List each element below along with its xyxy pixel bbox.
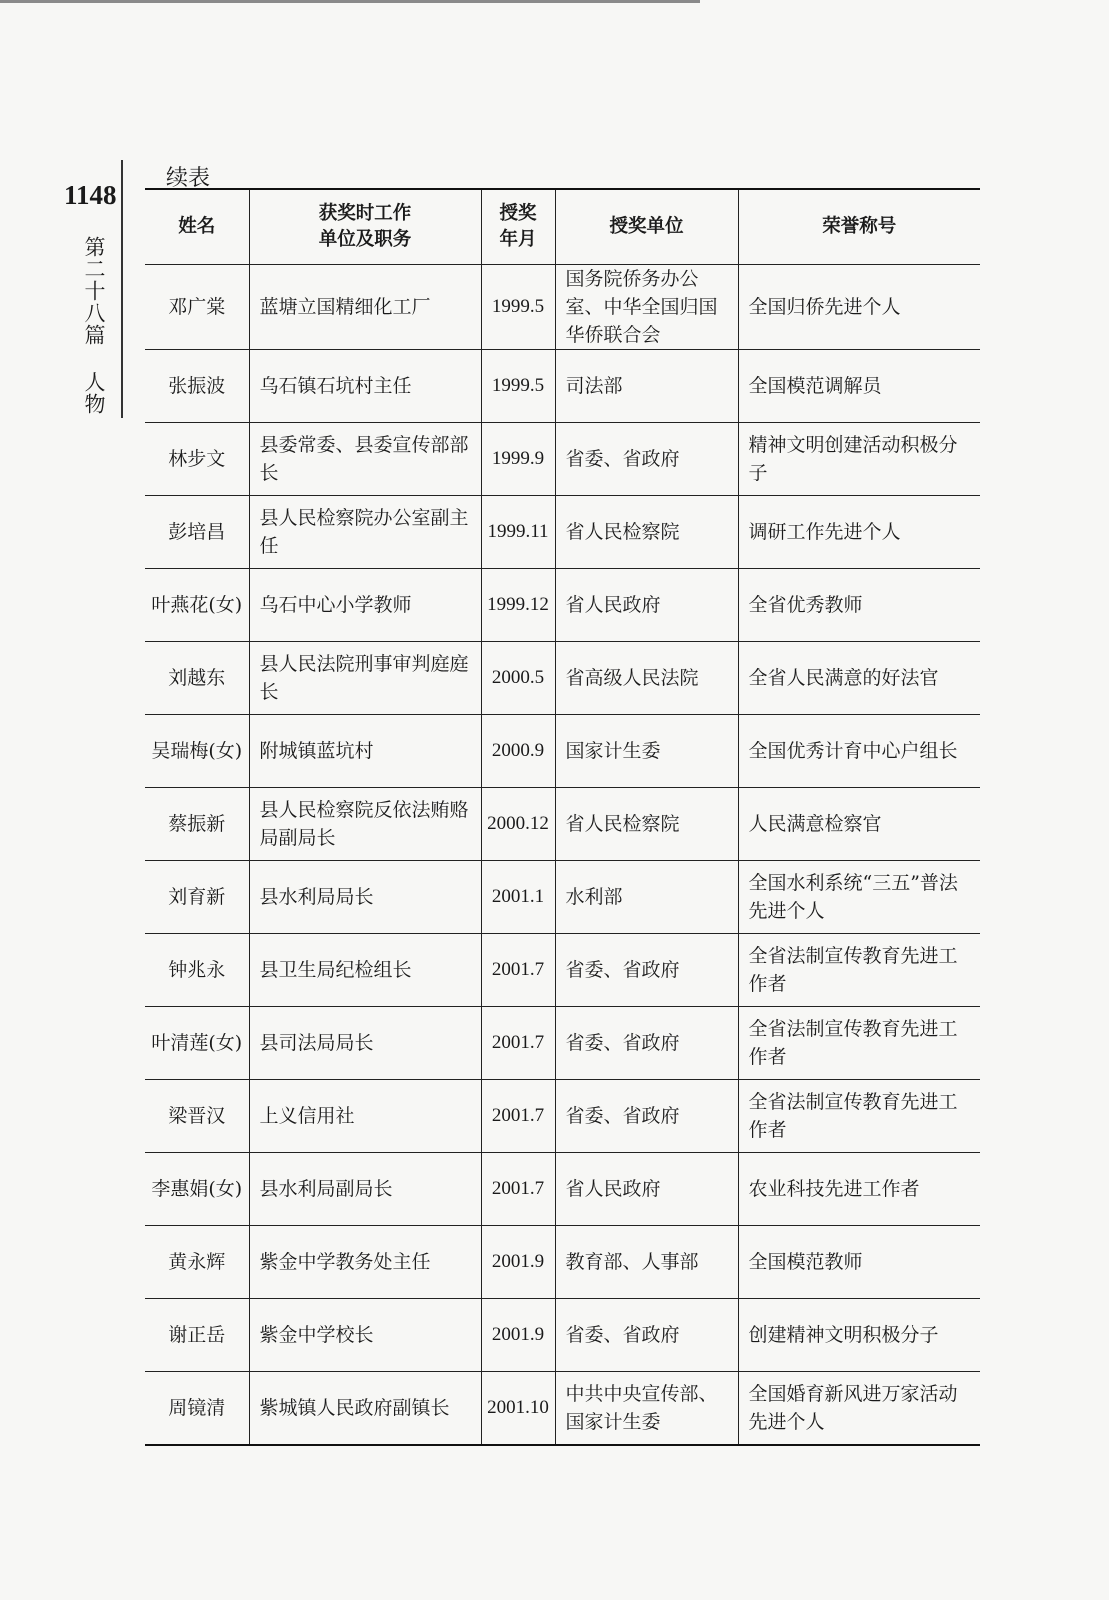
date-cell: 2001.7 <box>481 934 555 1007</box>
grantor-cell: 省委、省政府 <box>555 423 738 496</box>
grantor-cell: 省人民检察院 <box>555 496 738 569</box>
title-cell: 全国婚育新风进万家活动先进个人 <box>738 1372 980 1446</box>
grantor-cell: 省委、省政府 <box>555 1080 738 1153</box>
grantor-cell: 国务院侨务办公室、中华全国归国华侨联合会 <box>555 265 738 350</box>
date-cell: 1999.5 <box>481 265 555 350</box>
unit-cell: 紫城镇人民政府副镇长 <box>249 1372 481 1446</box>
table-row <box>145 1299 980 1372</box>
awards-table-container <box>145 188 980 1446</box>
title-cell: 人民满意检察官 <box>738 788 980 861</box>
date-cell: 2000.9 <box>481 715 555 788</box>
unit-cell: 乌石镇石坑村主任 <box>249 350 481 423</box>
unit-cell: 乌石中心小学教师 <box>249 569 481 642</box>
title-cell: 全国模范教师 <box>738 1226 980 1299</box>
date-cell: 2001.9 <box>481 1226 555 1299</box>
table-header-row <box>145 189 980 265</box>
table-row <box>145 715 980 788</box>
name-cell: 李惠娟(女) <box>145 1153 249 1226</box>
unit-cell: 县卫生局纪检组长 <box>249 934 481 1007</box>
table-row <box>145 1153 980 1226</box>
title-cell: 创建精神文明积极分子 <box>738 1299 980 1372</box>
grantor-cell: 省委、省政府 <box>555 934 738 1007</box>
unit-cell: 县人民检察院反依法贿赂局副局长 <box>249 788 481 861</box>
date-cell: 1999.11 <box>481 496 555 569</box>
table-row <box>145 569 980 642</box>
table-row <box>145 1080 980 1153</box>
title-cell: 全省人民满意的好法官 <box>738 642 980 715</box>
grantor-cell: 司法部 <box>555 350 738 423</box>
unit-cell: 紫金中学教务处主任 <box>249 1226 481 1299</box>
name-cell: 梁晋汉 <box>145 1080 249 1153</box>
date-cell: 2000.5 <box>481 642 555 715</box>
title-cell: 全国归侨先进个人 <box>738 265 980 350</box>
page-number: 1148 <box>64 180 117 210</box>
margin-rule <box>121 160 123 418</box>
name-cell: 钟兆永 <box>145 934 249 1007</box>
top-rule <box>0 0 700 3</box>
awards-table <box>145 188 980 1446</box>
table-caption: 续表 <box>166 166 211 191</box>
header-date <box>481 189 555 265</box>
title-cell: 全国水利系统“三五”普法先进个人 <box>738 861 980 934</box>
header-name: 姓名 <box>145 189 249 265</box>
date-cell: 2001.7 <box>481 1080 555 1153</box>
name-cell: 刘越东 <box>145 642 249 715</box>
date-cell: 1999.5 <box>481 350 555 423</box>
unit-cell: 县水利局副局长 <box>249 1153 481 1226</box>
table-row <box>145 1226 980 1299</box>
table-row <box>145 642 980 715</box>
unit-cell: 县水利局局长 <box>249 861 481 934</box>
running-head: 第二十八篇 人物 <box>82 236 106 415</box>
grantor-cell: 国家计生委 <box>555 715 738 788</box>
date-cell: 1999.12 <box>481 569 555 642</box>
title-cell: 全省优秀教师 <box>738 569 980 642</box>
title-cell: 农业科技先进工作者 <box>738 1153 980 1226</box>
name-cell: 林步文 <box>145 423 249 496</box>
date-cell: 2001.1 <box>481 861 555 934</box>
grantor-cell: 省人民政府 <box>555 569 738 642</box>
grantor-cell: 省委、省政府 <box>555 1299 738 1372</box>
name-cell: 蔡振新 <box>145 788 249 861</box>
date-cell: 2001.7 <box>481 1153 555 1226</box>
table-row <box>145 423 980 496</box>
title-cell: 全省法制宣传教育先进工作者 <box>738 1007 980 1080</box>
table-row <box>145 265 980 350</box>
table-row <box>145 861 980 934</box>
name-cell: 邓广棠 <box>145 265 249 350</box>
date-cell: 2001.7 <box>481 1007 555 1080</box>
name-cell: 黄永辉 <box>145 1226 249 1299</box>
unit-cell: 上义信用社 <box>249 1080 481 1153</box>
title-cell: 精神文明创建活动积极分子 <box>738 423 980 496</box>
table-row <box>145 1007 980 1080</box>
name-cell: 吴瑞梅(女) <box>145 715 249 788</box>
grantor-cell: 省委、省政府 <box>555 1007 738 1080</box>
table-row <box>145 350 980 423</box>
header-unit <box>249 189 481 265</box>
date-cell: 2001.9 <box>481 1299 555 1372</box>
table-body <box>145 265 980 1446</box>
table-row <box>145 496 980 569</box>
unit-cell: 县委常委、县委宣传部部长 <box>249 423 481 496</box>
unit-cell: 县司法局局长 <box>249 1007 481 1080</box>
header-unit-text: 获奖时工作单位及职务 <box>318 203 412 250</box>
grantor-cell: 省高级人民法院 <box>555 642 738 715</box>
name-cell: 谢正岳 <box>145 1299 249 1372</box>
table-row <box>145 934 980 1007</box>
table-row <box>145 788 980 861</box>
table-row <box>145 1372 980 1446</box>
name-cell: 周镜清 <box>145 1372 249 1446</box>
date-cell: 2001.10 <box>481 1372 555 1446</box>
title-cell: 全省法制宣传教育先进工作者 <box>738 934 980 1007</box>
date-cell: 1999.9 <box>481 423 555 496</box>
grantor-cell: 水利部 <box>555 861 738 934</box>
title-cell: 全国模范调解员 <box>738 350 980 423</box>
grantor-cell: 省人民政府 <box>555 1153 738 1226</box>
unit-cell: 县人民检察院办公室副主任 <box>249 496 481 569</box>
name-cell: 张振波 <box>145 350 249 423</box>
unit-cell: 紫金中学校长 <box>249 1299 481 1372</box>
grantor-cell: 省人民检察院 <box>555 788 738 861</box>
header-grantor: 授奖单位 <box>555 189 738 265</box>
header-date-text: 授奖年月 <box>499 203 537 250</box>
header-title: 荣誉称号 <box>738 189 980 265</box>
unit-cell: 县人民法院刑事审判庭庭长 <box>249 642 481 715</box>
date-cell: 2000.12 <box>481 788 555 861</box>
title-cell: 全国优秀计育中心户组长 <box>738 715 980 788</box>
title-cell: 调研工作先进个人 <box>738 496 980 569</box>
unit-cell: 附城镇蓝坑村 <box>249 715 481 788</box>
name-cell: 叶清莲(女) <box>145 1007 249 1080</box>
name-cell: 刘育新 <box>145 861 249 934</box>
title-cell: 全省法制宣传教育先进工作者 <box>738 1080 980 1153</box>
name-cell: 叶燕花(女) <box>145 569 249 642</box>
grantor-cell: 中共中央宣传部、国家计生委 <box>555 1372 738 1446</box>
grantor-cell: 教育部、人事部 <box>555 1226 738 1299</box>
name-cell: 彭培昌 <box>145 496 249 569</box>
unit-cell: 蓝塘立国精细化工厂 <box>249 265 481 350</box>
